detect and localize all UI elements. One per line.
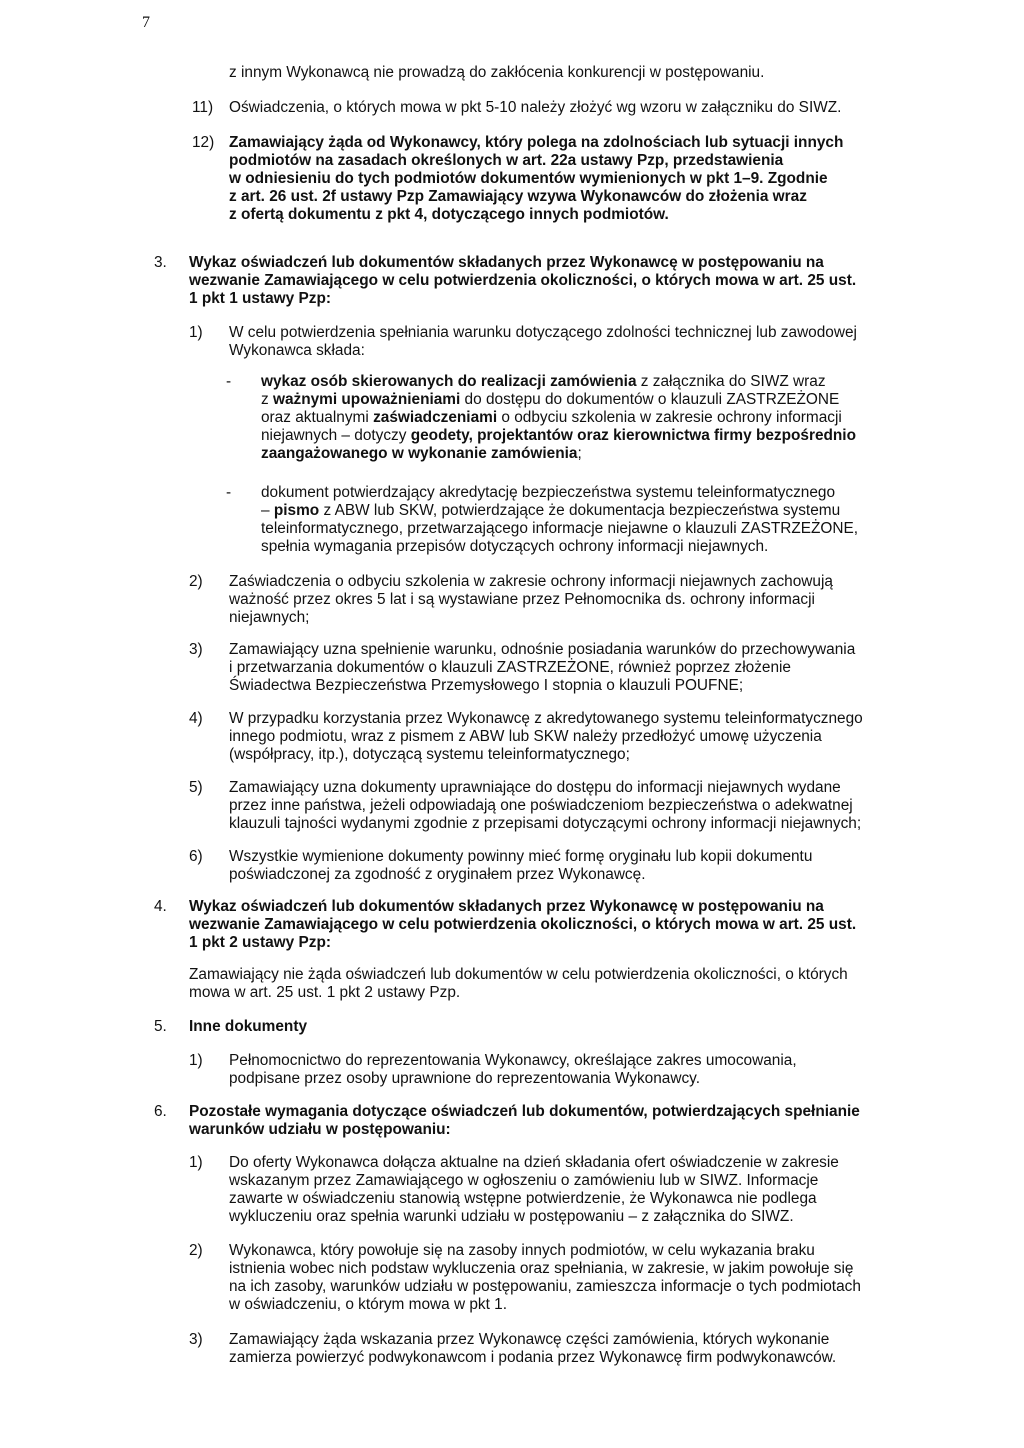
item-number: 1) (189, 1052, 203, 1069)
text-line: Do oferty Wykonawca dołącza aktualne na dzień składania ofert oświadczenie w zakresie (229, 1154, 839, 1171)
section-5-title: Inne dokumenty (189, 1018, 308, 1035)
text-line: teleinformatycznego, przetwarzającego informacje niejawne o klauzuli ZASTRZEŻONE, (261, 520, 859, 537)
text-line: Zaświadczenia o odbyciu szkolenia w zakresie ochrony informacji niejawnych zachowują (229, 573, 833, 590)
section-number: 5. (154, 1018, 167, 1035)
text-line: dokument potwierdzający akredytację bezpieczeństwa systemu teleinformatycznego (261, 484, 836, 501)
text-line: podmiotów na zasadach określonych w art. 22a ustawy Pzp, przedstawienia (229, 152, 784, 169)
text-line: (współpracy, itp.), dotyczącą systemu teleinformatycznego; (229, 746, 630, 763)
text-line: z art. 26 ust. 2f ustawy Pzp Zamawiający wzywa Wykonawców do złożenia wraz (229, 188, 807, 205)
text-line: zamierza powierzyć podwykonawcom i podania przez Wykonawcę firm podwykonawców. (229, 1349, 837, 1366)
text-line: wykaz osób skierowanych do realizacji zamówienia z załącznika do SIWZ wraz (261, 373, 826, 390)
text-line: Wykonawca składa: (229, 342, 365, 359)
heading-line: Wykaz oświadczeń lub dokumentów składanych przez Wykonawcę w postępowaniu na (189, 898, 824, 915)
page-number: 7 (142, 14, 150, 31)
text-line: przez inne państwa, jeżeli odpowiadają one poświadczeniom bezpieczeństwa o adekwatnej (229, 797, 853, 814)
section-number: 3. (154, 254, 167, 271)
text-line: Zamawiający uzna spełnienie warunku, odnośnie posiadania warunków do przechowywania (229, 641, 856, 658)
text-line: Pełnomocnictwo do reprezentowania Wykonawcy, określające zakres umocowania, (229, 1052, 797, 1069)
heading-line: 1 pkt 1 ustawy Pzp: (189, 290, 331, 307)
text-line: poświadczonej za zgodność z oryginałem przez Wykonawcę. (229, 866, 646, 883)
item-number: 3) (189, 1331, 203, 1348)
intro-continuation: z innym Wykonawcą nie prowadzą do zakłócenia konkurencji w postępowaniu. (229, 64, 765, 81)
text-line: Zamawiający żąda od Wykonawcy, który polega na zdolnościach lub sytuacji innych (229, 134, 844, 151)
text-line: spełnia wymagania przepisów dotyczących ochrony informacji niejawnych. (261, 538, 769, 555)
item-number: 1) (189, 324, 203, 341)
text-line: z ofertą dokumentu z pkt 4, dotyczącego innych podmiotów. (229, 206, 669, 223)
text-line: W przypadku korzystania przez Wykonawcę z akredytowanego systemu teleinformatycznego (229, 710, 863, 727)
text-line: z ważnymi upoważnieniami do dostępu do dokumentów o klauzuli ZASTRZEŻONE (261, 391, 840, 408)
item-number: 4) (189, 710, 203, 727)
text-line: w oświadczeniu, o którym mowa w pkt 1. (229, 1296, 507, 1313)
bullet-dash: - (226, 373, 232, 390)
text-line: innego podmiotu, wraz z pismem z ABW lub SKW należy przedłożyć umowę użyczenia (229, 728, 822, 745)
text-line: niejawnych; (229, 609, 310, 626)
item-number: 2) (189, 573, 203, 590)
item-number: 2) (189, 1242, 203, 1259)
text-line: mowa w art. 25 ust. 1 pkt 2 ustawy Pzp. (189, 984, 461, 1001)
text-line: Zamawiający uzna dokumenty uprawniające do dostępu do informacji niejawnych wydane (229, 779, 841, 796)
item-number: 12) (192, 134, 215, 151)
text-line: na ich zasoby, warunków udziału w postępowaniu, zamieszcza informacje o tych podmiotach (229, 1278, 861, 1295)
text-line: Wykonawca, który powołuje się na zasoby innych podmiotów, w celu wykazania braku (229, 1242, 815, 1259)
text-line: oraz aktualnymi zaświadczeniami o odbyciu szkolenia w zakresie ochrony informacji (261, 409, 842, 426)
text-line: niejawnych – dotyczy geodety, projektantów oraz kierownictwa firmy bezpośrednio (261, 427, 856, 444)
heading-line: warunków udziału w postępowaniu: (189, 1121, 451, 1138)
section-number: 6. (154, 1103, 167, 1120)
heading-line: wezwanie Zamawiającego w celu potwierdzenia okoliczności, o których mowa w art. 25 ust. (189, 272, 857, 289)
section-number: 4. (154, 898, 167, 915)
heading-line: Pozostałe wymagania dotyczące oświadczeń lub dokumentów, potwierdzających spełnianie (189, 1103, 860, 1120)
text-line: istnienia wobec nich podstaw wykluczenia oraz spełniania, w zakresie, w jakim powołuje się (229, 1260, 854, 1277)
text-line: zaangażowanego w wykonanie zamówienia; (261, 445, 582, 462)
bullet-dash: - (226, 484, 232, 501)
item-number: 6) (189, 848, 203, 865)
text-line: wykluczeniu oraz spełnia warunki udziału w postępowaniu – z załącznika do SIWZ. (229, 1208, 794, 1225)
item-number: 5) (189, 779, 203, 796)
text-line: Zamawiający żąda wskazania przez Wykonawcę części zamówienia, których wykonanie (229, 1331, 830, 1348)
text-line: Zamawiający nie żąda oświadczeń lub dokumentów w celu potwierdzenia okoliczności, o których (189, 966, 848, 983)
item-number: 11) (192, 99, 214, 116)
heading-line: wezwanie Zamawiającego w celu potwierdzenia okoliczności, o których mowa w art. 25 ust. (189, 916, 857, 933)
text-line: podpisane przez osoby uprawnione do reprezentowania Wykonawcy. (229, 1070, 700, 1087)
text-line: zawarte w oświadczeniu stanowią wstępne potwierdzenie, że Wykonawca nie podlega (229, 1190, 817, 1207)
text-line: w odniesieniu do tych podmiotów dokumentów wymienionych w pkt 1–9. Zgodnie (229, 170, 828, 187)
text-line: klauzuli tajności wydanymi zgodnie z przepisami dotyczącymi ochrony informacji niejawnych; (229, 815, 862, 832)
text-line: i przetwarzania dokumentów o klauzuli ZASTRZEŻONE, również poprzez złożenie (229, 659, 791, 676)
text-line: Świadectwa Bezpieczeństwa Przemysłowego I stopnia o klauzuli POUFNE; (229, 677, 744, 694)
item-text: Oświadczenia, o których mowa w pkt 5-10 należy złożyć wg wzoru w załączniku do SIWZ. (229, 99, 842, 116)
item-number: 1) (189, 1154, 203, 1171)
heading-line: Wykaz oświadczeń lub dokumentów składanych przez Wykonawcę w postępowaniu na (189, 254, 824, 271)
text-line: Wszystkie wymienione dokumenty powinny mieć formę oryginału lub kopii dokumentu (229, 848, 813, 865)
text-line: ważność przez okres 5 lat i są wystawiane przez Pełnomocnika ds. ochrony informacji (229, 591, 815, 608)
text-line: W celu potwierdzenia spełniania warunku dotyczącego zdolności technicznej lub zawodowej (229, 324, 857, 341)
text-line: – pismo z ABW lub SKW, potwierdzające że dokumentacja bezpieczeństwa systemu (261, 502, 841, 519)
heading-line: 1 pkt 2 ustawy Pzp: (189, 934, 331, 951)
item-number: 3) (189, 641, 203, 658)
text-line: wskazanym przez Zamawiającego w ogłoszeniu o zamówieniu lub w SIWZ. Informacje (229, 1172, 819, 1189)
